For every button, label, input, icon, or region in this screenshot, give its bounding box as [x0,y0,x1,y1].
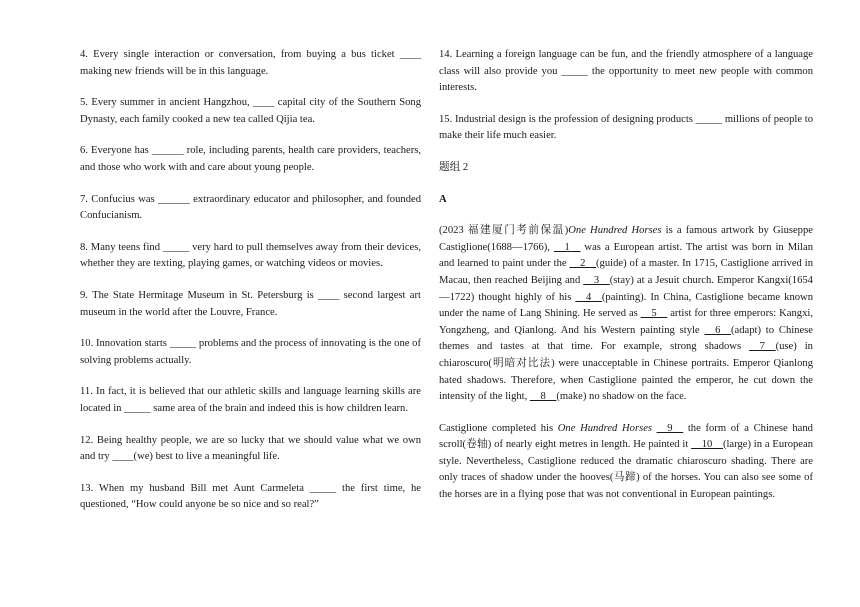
passage-paragraph-1 [439,223,813,406]
artwork-title: One Hundred Horses [568,225,662,237]
question-6: 6. Everyone has ______ role, including parents, health care providers, teachers, and those who work with and care about young people. [80,145,421,173]
blank-6: __6__ [704,324,731,336]
passage-text: artist for three emperors: Kangxi, Yongzheng, and Qianlong. And his Western painting style [439,308,813,336]
passage-text: (large) in a European style. Nevertheless, Castiglione reduced the dramatic chiaroscuro shading. There are only traces of shadow under the hooves(马蹄) of the horses. You can also see some of the horses are in a flying pose that was not conventional in European paintings. [439,439,814,501]
blank-5: __5__ [640,308,668,320]
question-5: 5. Every summer in ancient Hangzhou, ____ capital city of the Southern Song Dynasty, each family cooked a new tea called Qijia tea. [80,97,421,125]
question-8: 8. Many teens find _____ very hard to pull themselves away from their devices, whether they are texting, playing games, or watching videos or movies. [80,241,421,270]
passage-text: (make) no shadow on the face. [556,391,687,403]
section-letter: A [439,193,447,205]
blank-3: __3__ [583,274,610,286]
passage-text: the form of a Chinese hand scroll(卷轴) of nearly eight metres in length. He painted it [439,422,813,451]
question-10: 10. Innovation starts _____ problems and the process of innovating is the one of solving problems actually. [80,338,421,366]
passage-text: (use) in chiaroscuro(明暗对比法) were unacceptable in Chinese portraits. Emperor Qianlong hated shadows. Therefore, when Castiglione painted the emperor, he cut down the intensity of the light, [439,341,813,403]
passage-text: was a European artist. The artist was born in Milan and learned to paint under the [439,241,813,270]
left-column [80,47,421,529]
blank-1: __1__ [553,241,581,253]
passage-text: (stay) at a Jesuit church. Emperor Kangxi(1654—1722) thought highly of his [439,274,813,303]
blank-10: __10__ [691,439,723,451]
question-9: 9. The State Hermitage Museum in St. Petersburg is ____ second largest art museum in the world after the Louvre, France. [80,289,421,318]
blank-4: __4__ [575,291,602,303]
passage-text: (adapt) to Chinese themes and tastes at that time. For example, strong shadows [439,324,814,353]
blank-9: __9__ [656,422,684,434]
right-column [439,47,813,519]
artwork-title: One Hundred Horses [557,422,653,434]
passage-text: (guide) of a master. In 1715, Castiglione arrived in Macau, then reached Beijing and [439,258,814,286]
passage-text: (painting). In China, Castiglione became known under the name of Lang Shining. He served as [439,291,813,320]
passage-text: Castiglione completed his [439,422,558,434]
blank-8: __8__ [529,391,557,403]
blank-2: __2__ [569,258,597,270]
passage-source: (2023 福建厦门考前保温) [439,225,569,237]
group-title: 题组 2 [439,161,469,173]
passage-text: is a famous artwork by Giuseppe Castiglione(1688—1766), [439,225,813,253]
question-14: 14. Learning a foreign language can be fun, and the friendly atmosphere of a language class will also provide you _____ the opportunity to meet new people with common interests. [439,49,813,94]
question-7: 7. Confucius was ______ extraordinary educator and philosopher, and founded Confucianism. [80,193,421,222]
passage-paragraph-2 [439,421,813,504]
question-4: 4. Every single interaction or conversation, from buying a bus ticket ____ making new friends will be in this language. [80,49,421,77]
question-12: 12. Being healthy people, we are so lucky that we should value what we own and try ____(we) best to live a meaningful life. [80,434,421,463]
question-15: 15. Industrial design is the profession of designing products _____ millions of people to make their life much easier. [439,113,813,142]
question-13: 13. When my husband Bill met Aunt Carmeleta _____ the first time, he questioned, “How could anyone be so nice and so real?” [80,482,421,511]
question-11: 11. In fact, it is believed that our athletic skills and language learning skills are located in _____ same area of the brain and indeed this is how children learn. [80,386,421,414]
blank-7: __7__ [749,341,776,353]
